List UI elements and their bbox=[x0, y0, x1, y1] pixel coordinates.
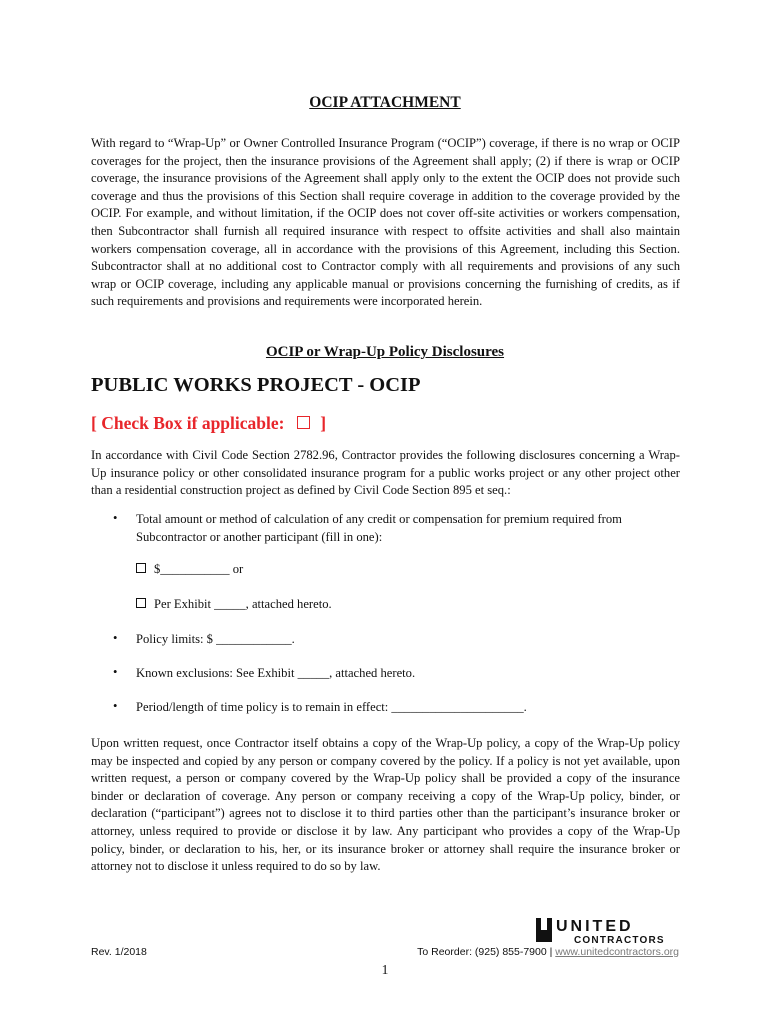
logo-united-text: UNITED bbox=[556, 918, 634, 935]
website-link[interactable]: www.unitedcontractors.org bbox=[555, 946, 679, 958]
option-dollar-text: $___________ or bbox=[154, 562, 244, 576]
bullet-symbol: • bbox=[113, 699, 118, 713]
united-contractors-logo bbox=[536, 916, 676, 946]
disclosure-paragraph: In accordance with Civil Code Section 2782.96, Contractor provides the following disclosures concerning a Wrap-Up insurance policy or other consolidated insurance program for a public works project or any other project other than a residential construction project as defined by Civil Code Section 895 et seq.: bbox=[91, 448, 680, 498]
checkbox-label: Check Box if applicable: bbox=[101, 413, 285, 433]
bullet-symbol: • bbox=[113, 631, 118, 645]
bullet-symbol: • bbox=[113, 665, 118, 679]
applicable-checkbox[interactable] bbox=[297, 416, 310, 429]
option-dollar-checkbox[interactable] bbox=[136, 563, 146, 573]
document-title: OCIP ATTACHMENT bbox=[309, 94, 461, 111]
reorder-phone: To Reorder: (925) 855-7900 | bbox=[417, 946, 556, 958]
bullet-policy-limits: Policy limits: $ ____________. bbox=[136, 632, 295, 646]
bullet-policy-period: Period/length of time policy is to remain in effect: _____________________. bbox=[136, 700, 527, 714]
option-exhibit-text: Per Exhibit _____, attached hereto. bbox=[154, 597, 332, 611]
applicable-checkbox-line bbox=[91, 413, 326, 434]
closing-paragraph: Upon written request, once Contractor itself obtains a copy of the Wrap-Up policy, a copy of the Wrap-Up policy may be inspected and copied by any person or company covered by the policy. If a policy is not yet available, upon written request, a person or company covered by the Wrap-Up policy shall be provided a copy of the insurance binder or declaration of coverage. Any person or company receiving a copy of the Wrap-Up policy, binder, or declaration (“participant”) agrees not to disclose it to third parties other than the participant’s insurance broker or attorney, unless required to provide or disclose it by law. Any participant who provides a copy of the Wrap-Up policy, binder, or declaration to his, her, or its insurance broker or attorney shall require the insurance broker or attorney not to disclose it unless required to do so by law. bbox=[91, 736, 680, 874]
bullet-known-exclusions: Known exclusions: See Exhibit _____, attached hereto. bbox=[136, 666, 416, 680]
logo-contractors-text: CONTRACTORS bbox=[574, 935, 665, 946]
reorder-info bbox=[417, 946, 679, 958]
revision-label: Rev. 1/2018 bbox=[91, 946, 147, 958]
page-number: 1 bbox=[381, 962, 389, 977]
option-exhibit-checkbox[interactable] bbox=[136, 598, 146, 608]
intro-paragraph: With regard to “Wrap-Up” or Owner Controlled Insurance Program (“OCIP”) coverage, if there is no wrap or OCIP coverages for the project, then the insurance provisions of the Agreement shall apply; (2) if there is wrap or OCIP coverage, the insurance provisions of the Agreement shall apply only to the extent the OCIP does not provide such coverage and thus the provisions of this Section shall require coverage in addition to the coverage provided by the OCIP. For example, and without limitation, if the OCIP does not cover off-site activities or workers compensation, then Subcontractor shall furnish all required insurance with respect to offsite activities and shall also maintain workers compensation coverage, all in accordance with the provisions of this Agreement, including this Section. Subcontractor shall at no additional cost to Contractor comply with all requirements and provisions of any such wrap or OCIP coverage, including any applicable manual or provisions concerning the furnishing of credits, as if such requirements and provisions and requirements were incorporated herein. bbox=[91, 136, 680, 309]
close-bracket: ] bbox=[320, 413, 327, 433]
public-works-heading: PUBLIC WORKS PROJECT - OCIP bbox=[91, 374, 421, 396]
disclosures-subtitle: OCIP or Wrap-Up Policy Disclosures bbox=[265, 344, 505, 360]
option-dollar-amount bbox=[136, 562, 243, 577]
open-bracket: [ bbox=[91, 413, 97, 433]
option-per-exhibit bbox=[136, 597, 332, 612]
bullet-premium-credit: Total amount or method of calculation of any credit or compensation for premium required from Subcontractor or another participant (fill in one): bbox=[136, 512, 622, 544]
bullet-symbol: • bbox=[113, 511, 118, 525]
